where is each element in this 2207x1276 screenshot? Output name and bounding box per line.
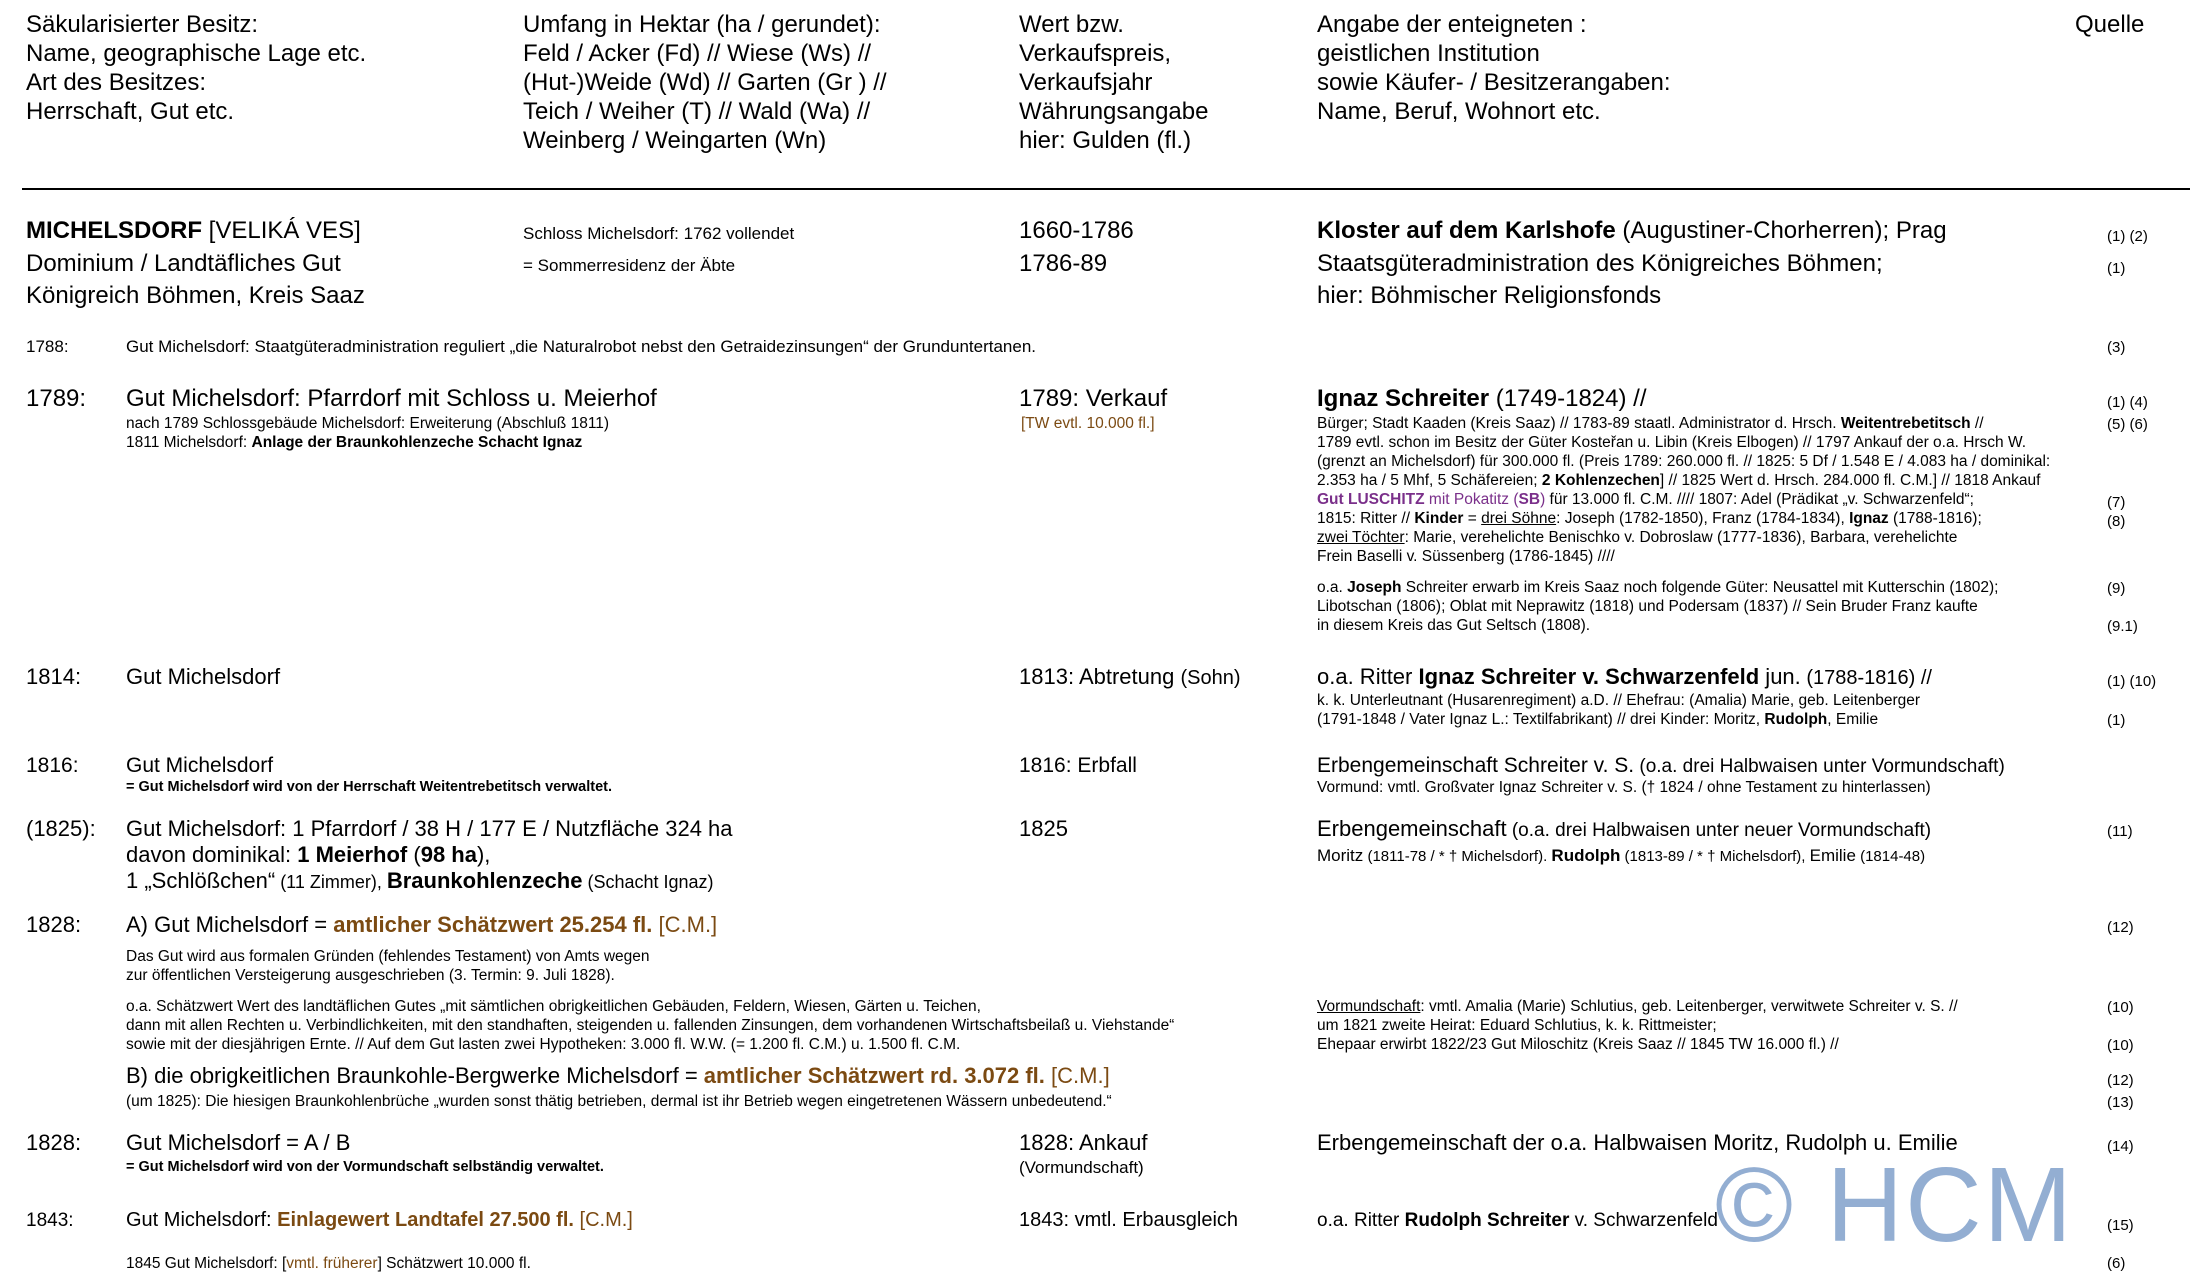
row-year: 1814: [26,664,82,689]
t: 1815: Ritter // [1317,510,1415,527]
row-text: Gut Michelsdorf: Staatgüteradministration reguliert „die Naturalrobot nebst den Getraidezinsungen“ der Grunduntertanen. [126,337,1037,356]
detail-line: k. k. Unterleutnant (Husarenregiment) a.D. // Ehefrau: (Amalia) Marie, geb. Leitenberger [1317,692,1921,709]
estate-title [26,216,361,245]
detail-line: sowie mit der diesjährigen Ernte. // Auf dem Gut lasten zwei Hypotheken: 3.000 fl. W.W. (= 1.200 fl. C.M.) u. 1.500 fl. C.M. [126,1036,961,1053]
header-line: sowie Käufer- / Besitzerangaben: [1317,69,1671,96]
t: drei Söhne [1481,510,1557,527]
t: : vmtl. Amalia (Marie) Schlutius, geb. Leitenberger, verwitwete Schreiter v. S. // [1420,998,1958,1015]
t: o.a. [1317,579,1348,596]
owner-detail-block [1317,414,2050,566]
t: amtlicher Schätzwert 25.254 fl. [333,912,653,937]
header-line: Teich / Weiher (T) // Wald (Wa) // [523,98,871,125]
header-line: Weinberg / Weingarten (Wn) [523,127,827,154]
row-title [126,1062,1110,1089]
row-title: Gut Michelsdorf: Pfarrdorf mit Schloss u. Meierhof [126,385,657,412]
detail-line: Frein Baselli v. Süssenberg (1786-1845) //// [1317,548,1615,565]
owner-name: Kloster auf dem Karlshofe [1317,217,1616,244]
row-year: 1828: [26,1130,82,1155]
owner-detail-block [1317,997,1958,1054]
row-value-note: [TW evtl. 10.000 fl.] [1021,415,1155,432]
t: ) [1540,491,1546,508]
t: (1791-1848 / Vater Ignaz L.: Textilfabrikant) // drei Kinder: Moritz, [1317,711,1765,728]
row-title: Gut Michelsdorf [126,754,274,777]
estate-note: Schloss Michelsdorf: 1762 vollendet [523,224,795,243]
source-ref: (9) [2107,580,2126,597]
t: zwei Töchter [1317,529,1405,546]
row-value: 1816: Erbfall [1019,754,1137,777]
t: davon dominikal: [126,842,298,867]
header-line: Verkaufspreis, [1019,40,1172,67]
detail-line: Das Gut wird aus formalen Gründen (fehlendes Testament) von Amts wegen [126,948,650,965]
t: Gut LUSCHITZ [1317,491,1425,508]
t: Weitentrebetitsch [1840,415,1971,432]
t: Emilie [1809,846,1856,865]
detail-line: in diesem Kreis das Gut Seltsch (1808). [1317,617,1591,634]
header-col-size [523,10,887,155]
row-subnote: = Gut Michelsdorf wird von der Vormundschaft selbständig verwaltet. [126,1159,604,1175]
t: für 13.000 fl. C.M. //// 1807: Adel (Prädikat „v. Schwarzenfeld“; [1545,491,1974,508]
estate-type: Dominium / Landtäfliches Gut [26,250,341,277]
row-year: (1825): [26,816,96,841]
header-col-estate [26,10,366,126]
row-value [1019,663,1241,692]
header-line: Umfang in Hektar (ha / gerundet): [523,11,881,38]
t: Gut Michelsdorf: [126,1209,278,1231]
source-ref: (1) (4) [2107,394,2148,411]
detail-line [1317,509,2050,528]
detail-line [1317,414,2050,433]
t: (1811-78 / * † Michelsdorf). [1363,848,1552,865]
t: Rudolph [1764,711,1828,728]
t: (1813-89 / * † Michelsdorf), [1620,848,1810,865]
source-ref: (1) (2) [2107,228,2148,245]
source-ref: (12) [2107,1072,2134,1089]
header-col-value [1019,10,1208,155]
t: amtlicher Schätzwert rd. 3.072 fl. [703,1063,1045,1088]
header-line: Säkularisierter Besitz: [26,11,259,38]
header-line: Name, Beruf, Wohnort etc. [1317,98,1601,125]
row-subnote: = Gut Michelsdorf wird von der Herrschaft Weitentrebetitsch verwaltet. [126,779,612,795]
row-owner [1317,752,2005,780]
detail-line [1317,490,2050,509]
t: 1813: Abtretung [1019,664,1181,689]
header-line: Währungsangabe [1019,98,1209,125]
detail-line: dann mit allen Rechten u. Verbindlichkeiten, mit den standhaften, steigenden u. fallenden Zinsungen, dem vorhandenen Wirtschaftsbeilaß u. Viehstande“ [126,1017,1175,1034]
detail-line: (grenzt an Michelsdorf) für 300.000 fl. (Preis 1789: 260.000 fl. // 1825: 5 Df / 1.548 E / 4.083 ha / dominikal: [1317,453,2051,470]
t: (1788-1816) // [1800,667,1932,689]
row-value: 1789: Verkauf [1019,385,1168,412]
t: ( [407,842,421,867]
row-owner [1317,815,1931,844]
row-value: 1825 [1019,816,1068,841]
t: [C.M.] [1044,1063,1110,1088]
header-line: (Hut-)Weide (Wd) // Garten (Gr ) // [523,69,887,96]
source-ref: (9.1) [2107,618,2138,635]
row-value: 1828: Ankauf [1019,1130,1148,1155]
estate-location: Königreich Böhmen, Kreis Saaz [26,282,365,309]
row-owner [1317,1211,1718,1230]
owner-name: Rudolph Schreiter [1404,1210,1570,1231]
row-value-note: (Vormundschaft) [1019,1158,1144,1177]
t: A) Gut Michelsdorf = [126,912,334,937]
t: (Sohn) [1180,667,1241,689]
header-line: Name, geographische Lage etc. [26,40,367,67]
row-value: 1843: vmtl. Erbausgleich [1019,1209,1239,1231]
row-owner [1317,384,1647,413]
t: // [1970,415,1984,432]
row-year: 1788: [26,337,69,356]
detail-line: Ehepaar erwirbt 1822/23 Gut Miloschitz (Kreis Saaz // 1845 TW 16.000 fl.) // [1317,1036,1839,1053]
owner-name: Ignaz Schreiter [1317,385,1490,412]
detail-line [1317,578,1998,597]
source-ref: (1) [2107,260,2126,277]
header-line: Art des Besitzes: [26,69,207,96]
t: [C.M.] [652,912,718,937]
t: Erbengemeinschaft [1317,816,1507,841]
t: 2 Kohlenzechen [1541,472,1660,489]
row-subnote: (um 1825): Die hiesigen Braunkohlenbrüche „wurden sonst thätig betrieben, dermal ist ihr Betrieb wegen eingetretenen Wässern unbedeutend.“ [126,1093,1112,1110]
header-col-source: Quelle [2075,11,2145,38]
source-ref: (8) [2107,513,2126,530]
t: ] // 1825 Wert d. Hrsch. 284.000 fl. C.M.] // 1818 Ankauf [1659,472,2041,489]
source-ref: (1) (10) [2107,673,2157,690]
t: B) die obrigkeitlichen Braunkohle-Bergwerke Michelsdorf = [126,1063,704,1088]
owner-detail: Vormund: vmtl. Großvater Ignaz Schreiter v. S. († 1824 / ohne Testament zu hinterlassen) [1317,779,1931,796]
row-title: Gut Michelsdorf = A / B [126,1130,351,1155]
header-line: Herrschaft, Gut etc. [26,98,235,125]
copyright-watermark: © HCM [1715,1146,2074,1264]
row-year: 1843: [26,1210,74,1231]
estate-note: = Sommerresidenz der Äbte [523,256,736,275]
t: Vormundschaft [1317,998,1421,1015]
owner-detail: (1749-1824) // [1489,385,1647,412]
t: vmtl. früherer [286,1255,378,1272]
row-owner: Erbengemeinschaft der o.a. Halbwaisen Moritz, Rudolph u. Emilie [1317,1130,1958,1155]
detail-line: o.a. Schätzwert Wert des landtäflichen Gutes „mit sämtlichen obrigkeitlichen Gebäuden, Feldern, Wiesen, Gärten u. Teichen, [126,998,981,1015]
t: 2.353 ha / 5 Mhf, 5 Schäfereien; [1317,472,1542,489]
owner-detail [1317,846,1925,866]
source-ref: (15) [2107,1217,2134,1234]
t: Kinder [1414,510,1464,527]
detail-line [1317,471,2050,490]
t: Einlagewert Landtafel 27.500 fl. [277,1209,574,1231]
t: (Schacht Ignaz) [582,872,714,892]
t: SB [1518,491,1541,508]
t: ), [476,842,491,867]
source-ref: (6) [2107,1255,2126,1272]
owner-detail-block [1317,578,1998,635]
t: o.a. Ritter [1317,1210,1405,1231]
t: [C.M.] [573,1209,633,1231]
estate-name: MICHELSDORF [26,217,202,244]
t: jun. [1759,664,1801,689]
header-divider [22,188,2190,190]
detail-line: 1789 evtl. schon im Besitz der Güter Kosteřan u. Libin (Kreis Elbogen) // 1797 Ankauf der o.a. Hrsch W. [1317,434,2027,451]
t: 1 „Schlößchen“ [126,868,276,893]
t: (o.a. drei Halbwaisen unter Vormundschaft) [1634,756,2005,777]
detail-line [1317,710,1920,729]
t: v. Schwarzenfeld [1569,1210,1718,1231]
header-line: Verkaufsjahr [1019,69,1153,96]
header-col-owner [1317,10,1671,126]
row-year: 1816: [26,754,79,777]
header-line: geistlichen Institution [1317,40,1540,67]
row-owner [1317,663,1932,692]
owner-detail-block [1317,691,1920,729]
row-subnote [126,1254,531,1273]
t: = [1463,510,1482,527]
detail-line [1317,528,2050,547]
owner-detail: (Augustiner-Chorherren); Prag [1615,217,1947,244]
source-ref: (10) [2107,1037,2134,1054]
t: (11 Zimmer), [275,872,387,892]
owner-name: Ignaz Schreiter v. Schwarzenfeld [1418,664,1760,689]
source-ref: (10) [2107,999,2134,1016]
row-title: Gut Michelsdorf [126,664,281,689]
t: : Joseph (1782-1850), Franz (1784-1834), [1556,510,1850,527]
t: , Emilie [1827,711,1879,728]
t: Schreiter erwarb im Kreis Saaz noch folgende Güter: Neusattel mit Kutterschin (1802); [1401,579,1999,596]
estate-owner [1317,216,1947,245]
subnote-text: 1811 Michelsdorf: [126,434,252,451]
t: Erbengemeinschaft Schreiter v. S. [1317,754,1635,777]
detail-line [1317,997,1958,1016]
source-ref: (11) [2107,823,2133,840]
t: Joseph [1347,579,1402,596]
estate-owner: Staatsgüteradministration des Königreiches Böhmen; [1317,250,1883,277]
t: 1845 Gut Michelsdorf: [ [126,1255,287,1272]
detail-line: um 1821 zweite Heirat: Eduard Schlutius, k. k. Rittmeister; [1317,1017,1717,1034]
source-ref: (12) [2107,919,2134,936]
t: : Marie, verehelichte Benischko v. Dobroslaw (1777-1836), Barbara, verehelichte [1404,529,1958,546]
t: Ignaz [1849,510,1889,527]
source-ref: (5) (6) [2107,416,2148,433]
source-ref: (14) [2107,1138,2134,1155]
detail-line: zur öffentlichen Versteigerung ausgeschrieben (3. Termin: 9. Juli 1828). [126,967,615,984]
t: ] Schätzwert 10.000 fl. [377,1255,531,1272]
detail-line: Libotschan (1806); Oblat mit Neprawitz (1818) und Podersam (1837) // Sein Bruder Franz kaufte [1317,598,1978,615]
t: Braunkohlenzeche [386,868,583,893]
t: Bürger; Stadt Kaaden (Kreis Saaz) // 1783-89 staatl. Administrator d. Hrsch. [1317,415,1841,432]
row-subnote [126,433,582,452]
t: (1788-1816); [1888,510,1982,527]
t: (o.a. drei Halbwaisen unter neuer Vormundschaft) [1506,820,1932,841]
subnote-bold: Anlage der Braunkohlenzeche Schacht Ignaz [251,434,583,451]
row-subnote: nach 1789 Schlossgebäude Michelsdorf: Erweiterung (Abschluß 1811) [126,415,610,432]
estate-alt-name: [VELIKÁ VES] [202,217,361,244]
estate-years: 1660-1786 [1019,217,1134,244]
row-paragraph [126,997,1174,1054]
estate-owner: hier: Böhmischer Religionsfonds [1317,282,1662,309]
estate-years: 1786-89 [1019,250,1108,277]
t: mit Pokatitz ( [1424,491,1519,508]
t: (1814-48) [1855,848,1926,865]
header-line: Angabe der enteigneten : [1317,11,1587,38]
t: o.a. Ritter [1317,664,1419,689]
t: Moritz [1317,846,1364,865]
row-year: 1828: [26,912,82,937]
row-year: 1789: [26,385,87,412]
t: 1 Meierhof [297,842,408,867]
row-line [126,867,714,896]
header-line: Wert bzw. [1019,11,1124,38]
header-line: Feld / Acker (Fd) // Wiese (Ws) // [523,40,872,67]
row-title: Gut Michelsdorf: 1 Pfarrdorf / 38 H / 177 E / Nutzfläche 324 ha [126,816,733,841]
source-ref: (13) [2107,1094,2134,1111]
header-line: hier: Gulden (fl.) [1019,127,1192,154]
t: Rudolph [1551,846,1621,865]
row-line [126,841,490,868]
row-paragraph [126,947,650,985]
source-ref: (3) [2107,339,2126,356]
t: 98 ha [420,842,477,867]
row-title [126,911,717,938]
source-ref: (7) [2107,494,2126,511]
source-ref: (1) [2107,712,2126,729]
row-title [126,1211,633,1230]
